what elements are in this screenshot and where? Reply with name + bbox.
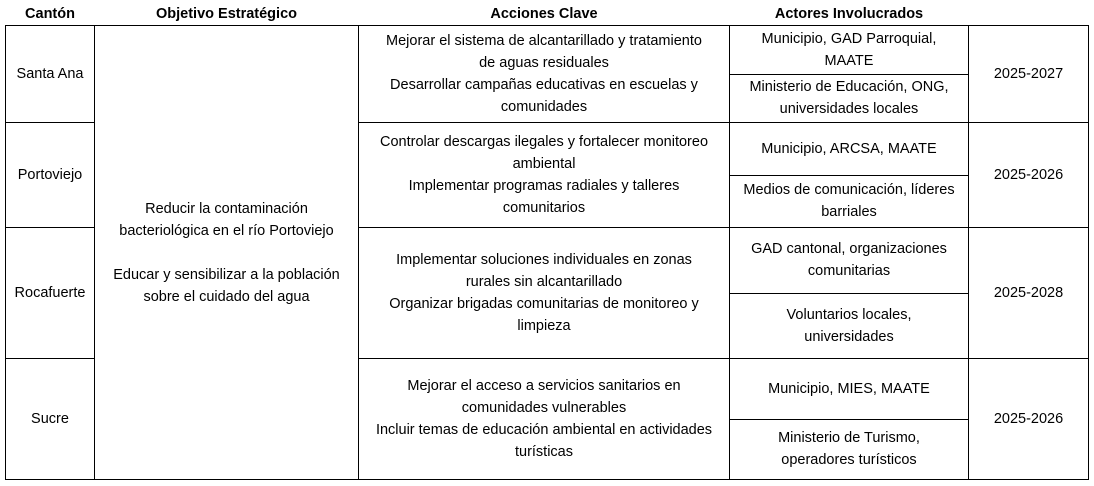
action-line: comunidades vulnerables bbox=[461, 400, 627, 416]
actor-group bbox=[730, 175, 968, 228]
actor-line: Municipio, ARCSA, MAATE bbox=[761, 140, 937, 157]
header-objective: Objetivo Estratégico bbox=[95, 3, 359, 26]
actor-group bbox=[730, 74, 968, 123]
actor-group bbox=[730, 123, 968, 175]
actors-cell bbox=[730, 26, 969, 123]
canton-cell: Portoviejo bbox=[6, 123, 95, 228]
actors-cell bbox=[730, 228, 969, 359]
actor-group bbox=[730, 419, 968, 480]
action-line: Implementar programas radiales y talleres bbox=[408, 178, 680, 194]
actor-line: GAD cantonal, organizaciones bbox=[751, 241, 947, 258]
action-line: Mejorar el sistema de alcantarillado y tratamiento bbox=[386, 33, 702, 49]
header-period bbox=[969, 3, 1089, 26]
actors-cell bbox=[730, 359, 969, 480]
action-line: turísticas bbox=[514, 444, 573, 460]
action-line: Mejorar el acceso a servicios sanitarios en bbox=[407, 378, 681, 394]
actor-group bbox=[730, 359, 968, 419]
actor-line: universidades locales bbox=[779, 101, 919, 118]
action-line: Implementar soluciones individuales en zonas bbox=[396, 252, 692, 268]
actor-line: Ministerio de Turismo, bbox=[778, 430, 920, 447]
period-cell: 2025-2027 bbox=[969, 26, 1089, 123]
canton-cell: Santa Ana bbox=[6, 26, 95, 123]
action-line: Incluir temas de educación ambiental en actividades bbox=[375, 422, 713, 438]
actor-group bbox=[730, 26, 968, 74]
action-line: de aguas residuales bbox=[479, 55, 609, 71]
actions-cell bbox=[359, 123, 730, 228]
action-line: Controlar descargas ilegales y fortalecer monitoreo bbox=[379, 134, 709, 150]
action-line: Desarrollar campañas educativas en escuelas y bbox=[390, 77, 698, 93]
action-line: ambiental bbox=[512, 156, 576, 172]
actor-line: Voluntarios locales, bbox=[786, 306, 912, 323]
actor-group bbox=[730, 228, 968, 293]
objective-line: sobre el cuidado del agua bbox=[143, 288, 310, 305]
actions-cell bbox=[359, 228, 730, 359]
actor-line: Municipio, MIES, MAATE bbox=[768, 380, 930, 397]
action-line: rurales sin alcantarillado bbox=[465, 274, 623, 290]
strategy-table bbox=[5, 3, 1089, 480]
action-line: comunitarios bbox=[502, 200, 586, 216]
period-cell: 2025-2028 bbox=[969, 228, 1089, 359]
period-cell: 2025-2026 bbox=[969, 123, 1089, 228]
actor-line: MAATE bbox=[824, 52, 874, 69]
actor-line: barriales bbox=[821, 204, 877, 221]
actor-line: Medios de comunicación, líderes bbox=[743, 182, 955, 199]
table-row bbox=[6, 26, 1089, 123]
objective-cell bbox=[95, 26, 359, 480]
objective-line: Educar y sensibilizar a la población bbox=[113, 266, 340, 283]
action-line: limpieza bbox=[517, 318, 571, 334]
header-actions: Acciones Clave bbox=[359, 3, 730, 26]
actors-cell bbox=[730, 123, 969, 228]
action-line: Organizar brigadas comunitarias de monitoreo y bbox=[389, 296, 699, 312]
actor-line: universidades bbox=[804, 328, 894, 345]
actor-line: Municipio, GAD Parroquial, bbox=[761, 30, 937, 47]
actor-line: operadores turísticos bbox=[781, 452, 917, 469]
strategy-table-wrapper bbox=[5, 3, 1089, 480]
actor-line: comunitarias bbox=[807, 263, 891, 280]
action-line: comunidades bbox=[500, 99, 588, 115]
table-header-row bbox=[6, 3, 1089, 26]
actions-cell bbox=[359, 26, 730, 123]
objective-line: Reducir la contaminación bbox=[145, 200, 308, 217]
actor-line: Ministerio de Educación, ONG, bbox=[749, 79, 949, 96]
objective-spacer bbox=[99, 242, 354, 264]
actor-group bbox=[730, 293, 968, 359]
actions-cell bbox=[359, 359, 730, 480]
canton-cell: Rocafuerte bbox=[6, 228, 95, 359]
header-actors: Actores Involucrados bbox=[730, 3, 969, 26]
header-canton: Cantón bbox=[6, 3, 95, 26]
canton-cell: Sucre bbox=[6, 359, 95, 480]
period-cell: 2025-2026 bbox=[969, 359, 1089, 480]
objective-line: bacteriológica en el río Portoviejo bbox=[119, 222, 334, 239]
